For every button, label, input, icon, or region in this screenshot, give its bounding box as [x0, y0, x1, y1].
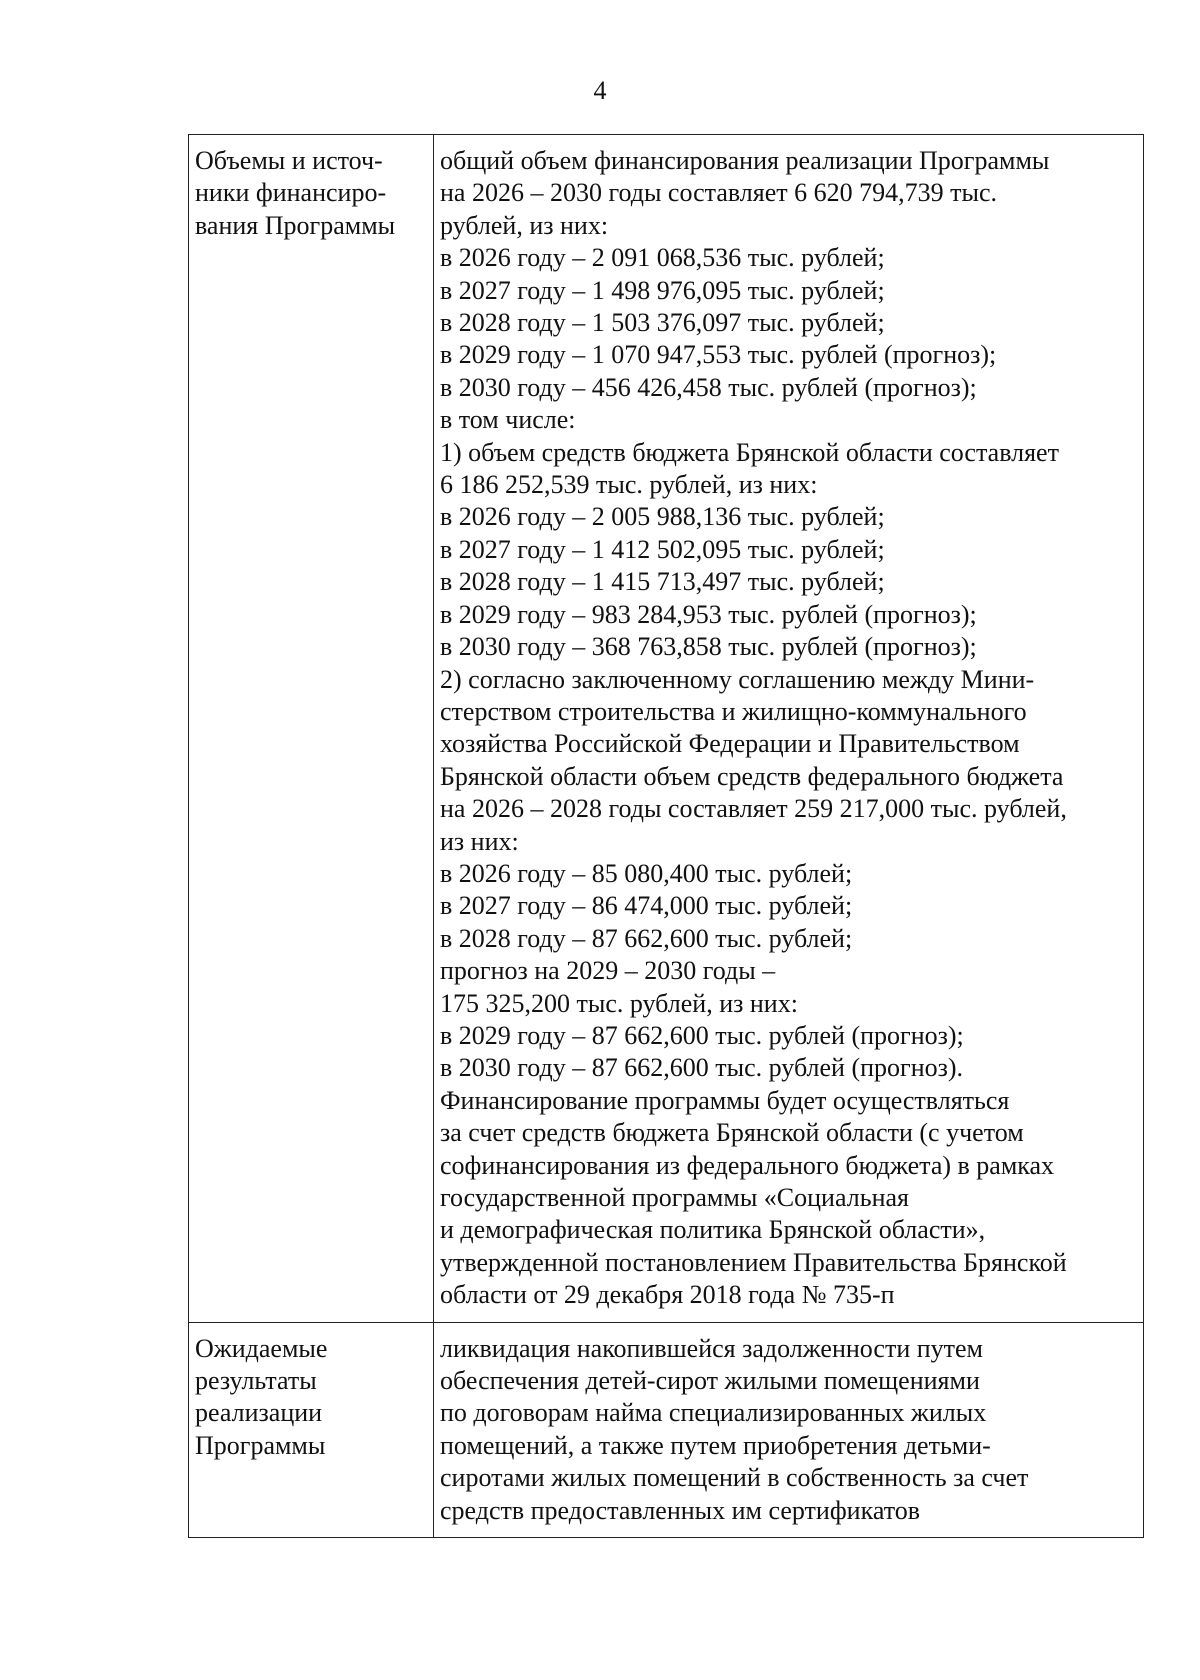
- row-value-line: по договорам найма специализированных жилых: [440, 1398, 987, 1428]
- row-value-line: за счет средств бюджета Брянской области (с учетом: [440, 1118, 1024, 1148]
- row-value-line: в том числе:: [440, 405, 576, 435]
- row-value-line: Финансирование программы будет осуществляться: [440, 1085, 1010, 1115]
- row-value-line: на 2026 – 2030 годы составляет 6 620 794,739 тыс.: [440, 178, 998, 208]
- row-label-line: вания Программы: [195, 210, 396, 240]
- row-label-line: Объемы и источ-: [195, 146, 383, 175]
- row-value-line: помещений, а также путем приобретения детьми-: [440, 1430, 991, 1460]
- row-value-line: в 2028 году – 1 503 376,097 тыс. рублей;: [440, 308, 885, 338]
- row-value-line: 2) согласно заключенному соглашению между Мини-: [440, 664, 1035, 694]
- row-value-line: в 2026 году – 85 080,400 тыс. рублей;: [440, 858, 853, 888]
- row-value-line: 6 186 252,539 тыс. рублей, из них:: [440, 470, 818, 500]
- page-number: 4: [593, 76, 607, 105]
- row-label-line: Программы: [195, 1430, 326, 1460]
- row-value-line: прогноз на 2029 – 2030 годы –: [440, 956, 776, 986]
- row-value-cell: [434, 135, 1144, 1323]
- row-label-cell: [189, 135, 434, 1323]
- row-label-line: ники финансиро-: [195, 178, 387, 208]
- row-value-line: общий объем финансирования реализации Программы: [440, 146, 1050, 175]
- row-value-line: государственной программы «Социальная: [440, 1183, 909, 1212]
- row-value-line: обеспечения детей-сирот жилыми помещениями: [440, 1366, 980, 1396]
- row-value-line: софинансирования из федерального бюджета) в рамках: [440, 1150, 1055, 1180]
- row-value-line: 175 325,200 тыс. рублей, из них:: [440, 988, 798, 1018]
- row-value-line: на 2026 – 2028 годы составляет 259 217,000 тыс. рублей,: [440, 794, 1067, 824]
- row-value-line: в 2030 году – 456 426,458 тыс. рублей (прогноз);: [440, 372, 977, 402]
- row-value-line: в 2028 году – 87 662,600 тыс. рублей;: [440, 923, 853, 953]
- row-value-line: в 2030 году – 87 662,600 тыс. рублей (прогноз).: [440, 1053, 964, 1083]
- row-value-line: области от 29 декабря 2018 года № 735-п: [440, 1280, 895, 1310]
- row-value-line: стерством строительства и жилищно-коммунального: [440, 696, 1027, 726]
- row-value-line: в 2027 году – 1 498 976,095 тыс. рублей;: [440, 275, 885, 305]
- row-value-line: 1) объем средств бюджета Брянской области составляет: [440, 437, 1059, 467]
- table-row: [189, 1322, 1144, 1537]
- row-value-line: в 2027 году – 86 474,000 тыс. рублей;: [440, 891, 853, 921]
- row-value-line: средств предоставленных им сертификатов: [440, 1495, 920, 1525]
- row-label-line: результаты: [195, 1366, 317, 1396]
- row-value-line: в 2026 году – 2 091 068,536 тыс. рублей;: [440, 243, 885, 273]
- table-row: [189, 135, 1144, 1323]
- row-value-cell: [434, 1322, 1144, 1537]
- row-value-line: утвержденной постановлением Правительства Брянской: [440, 1247, 1067, 1277]
- row-value-line: сиротами жилых помещений в собственность за счет: [440, 1463, 1029, 1493]
- row-label-cell: [189, 1322, 434, 1537]
- row-value-line: в 2026 году – 2 005 988,136 тыс. рублей;: [440, 502, 885, 532]
- row-value-line: ликвидация накопившейся задолженности путем: [440, 1333, 984, 1363]
- row-value-line: в 2028 году – 1 415 713,497 тыс. рублей;: [440, 567, 885, 597]
- row-value-line: в 2030 году – 368 763,858 тыс. рублей (прогноз);: [440, 632, 977, 662]
- row-value-line: в 2029 году – 1 070 947,553 тыс. рублей (прогноз);: [440, 340, 997, 370]
- row-label-line: Ожидаемые: [195, 1333, 328, 1363]
- row-value-line: рублей, из них:: [440, 210, 609, 240]
- row-value-line: Брянской области объем средств федерального бюджета: [440, 761, 1064, 791]
- row-value-line: в 2027 году – 1 412 502,095 тыс. рублей;: [440, 534, 885, 564]
- row-value-line: из них:: [440, 826, 519, 856]
- row-value-line: и демографическая политика Брянской области»,: [440, 1215, 986, 1245]
- program-passport-table: [188, 134, 1144, 1538]
- row-value-line: в 2029 году – 87 662,600 тыс. рублей (прогноз);: [440, 1020, 964, 1050]
- row-label-line: реализации: [195, 1398, 323, 1428]
- row-value-line: хозяйства Российской Федерации и Правительством: [440, 729, 1020, 759]
- row-value-line: в 2029 году – 983 284,953 тыс. рублей (прогноз);: [440, 599, 977, 629]
